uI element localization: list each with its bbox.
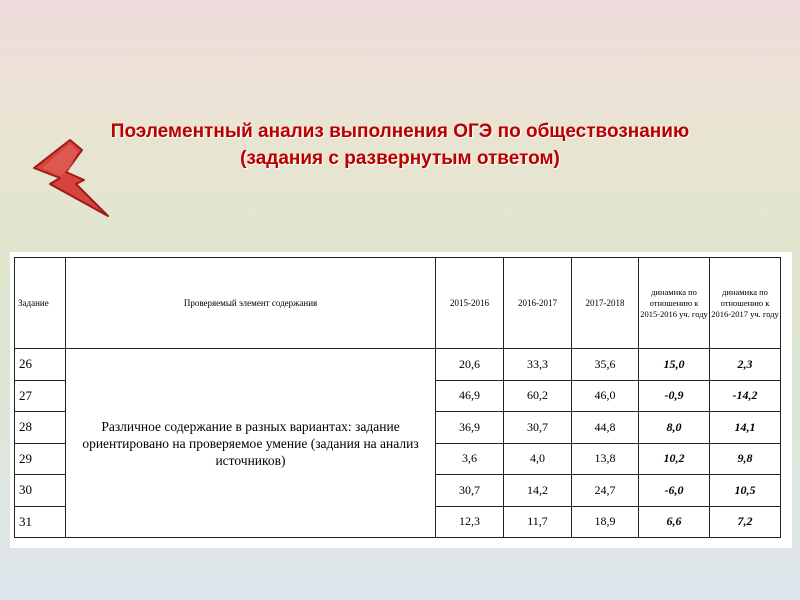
value-2017-2018: 46,0 bbox=[572, 380, 639, 412]
value-2016-2017: 30,7 bbox=[504, 412, 572, 444]
value-2015-2016: 36,9 bbox=[436, 412, 504, 444]
results-table-frame bbox=[10, 252, 792, 548]
task-number: 30 bbox=[15, 475, 66, 507]
dynamics-vs-2016-2017: 7,2 bbox=[710, 506, 781, 538]
value-2015-2016: 12,3 bbox=[436, 506, 504, 538]
value-2016-2017: 60,2 bbox=[504, 380, 572, 412]
task-number: 31 bbox=[15, 506, 66, 538]
value-2016-2017: 11,7 bbox=[504, 506, 572, 538]
value-2017-2018: 18,9 bbox=[572, 506, 639, 538]
header-dynamics-1: динамика по отношению к 2015-2016 уч. году bbox=[639, 258, 710, 349]
dynamics-vs-2015-2016: 15,0 bbox=[639, 349, 710, 381]
header-year-1: 2015-2016 bbox=[436, 258, 504, 349]
dynamics-vs-2016-2017: 2,3 bbox=[710, 349, 781, 381]
dynamics-vs-2015-2016: 8,0 bbox=[639, 412, 710, 444]
lightning-bolt-icon bbox=[30, 138, 114, 220]
value-2015-2016: 46,9 bbox=[436, 380, 504, 412]
dynamics-vs-2015-2016: -0,9 bbox=[639, 380, 710, 412]
value-2017-2018: 13,8 bbox=[572, 443, 639, 475]
header-task: Задание bbox=[15, 258, 66, 349]
dynamics-vs-2016-2017: 14,1 bbox=[710, 412, 781, 444]
header-element: Проверяемый элемент содержания bbox=[66, 258, 436, 349]
value-2017-2018: 24,7 bbox=[572, 475, 639, 507]
header-year-3: 2017-2018 bbox=[572, 258, 639, 349]
dynamics-vs-2016-2017: -14,2 bbox=[710, 380, 781, 412]
table-header-row bbox=[15, 258, 781, 349]
page-title bbox=[60, 118, 740, 172]
task-number: 27 bbox=[15, 380, 66, 412]
title-line-1: Поэлементный анализ выполнения ОГЭ по обществознанию bbox=[110, 121, 690, 142]
task-number: 28 bbox=[15, 412, 66, 444]
dynamics-vs-2015-2016: 10,2 bbox=[639, 443, 710, 475]
header-year-2: 2016-2017 bbox=[504, 258, 572, 349]
value-2015-2016: 30,7 bbox=[436, 475, 504, 507]
value-2017-2018: 44,8 bbox=[572, 412, 639, 444]
dynamics-vs-2015-2016: -6,0 bbox=[639, 475, 710, 507]
dynamics-vs-2015-2016: 6,6 bbox=[639, 506, 710, 538]
task-number: 29 bbox=[15, 443, 66, 475]
value-2015-2016: 20,6 bbox=[436, 349, 504, 381]
value-2015-2016: 3,6 bbox=[436, 443, 504, 475]
value-2016-2017: 4,0 bbox=[504, 443, 572, 475]
table-row bbox=[15, 349, 781, 381]
dynamics-vs-2016-2017: 9,8 bbox=[710, 443, 781, 475]
value-2016-2017: 14,2 bbox=[504, 475, 572, 507]
element-description: Различное содержание в разных вариантах: задание ориентировано на проверяемое умение (задания на анализ источников) bbox=[66, 349, 436, 538]
title-line-2: (задания с развернутым ответом) bbox=[240, 148, 560, 169]
task-number: 26 bbox=[15, 349, 66, 381]
header-dynamics-2: динамика по отношению к 2016-2017 уч. году bbox=[710, 258, 781, 349]
value-2016-2017: 33,3 bbox=[504, 349, 572, 381]
dynamics-vs-2016-2017: 10,5 bbox=[710, 475, 781, 507]
value-2017-2018: 35,6 bbox=[572, 349, 639, 381]
results-table bbox=[14, 257, 781, 538]
